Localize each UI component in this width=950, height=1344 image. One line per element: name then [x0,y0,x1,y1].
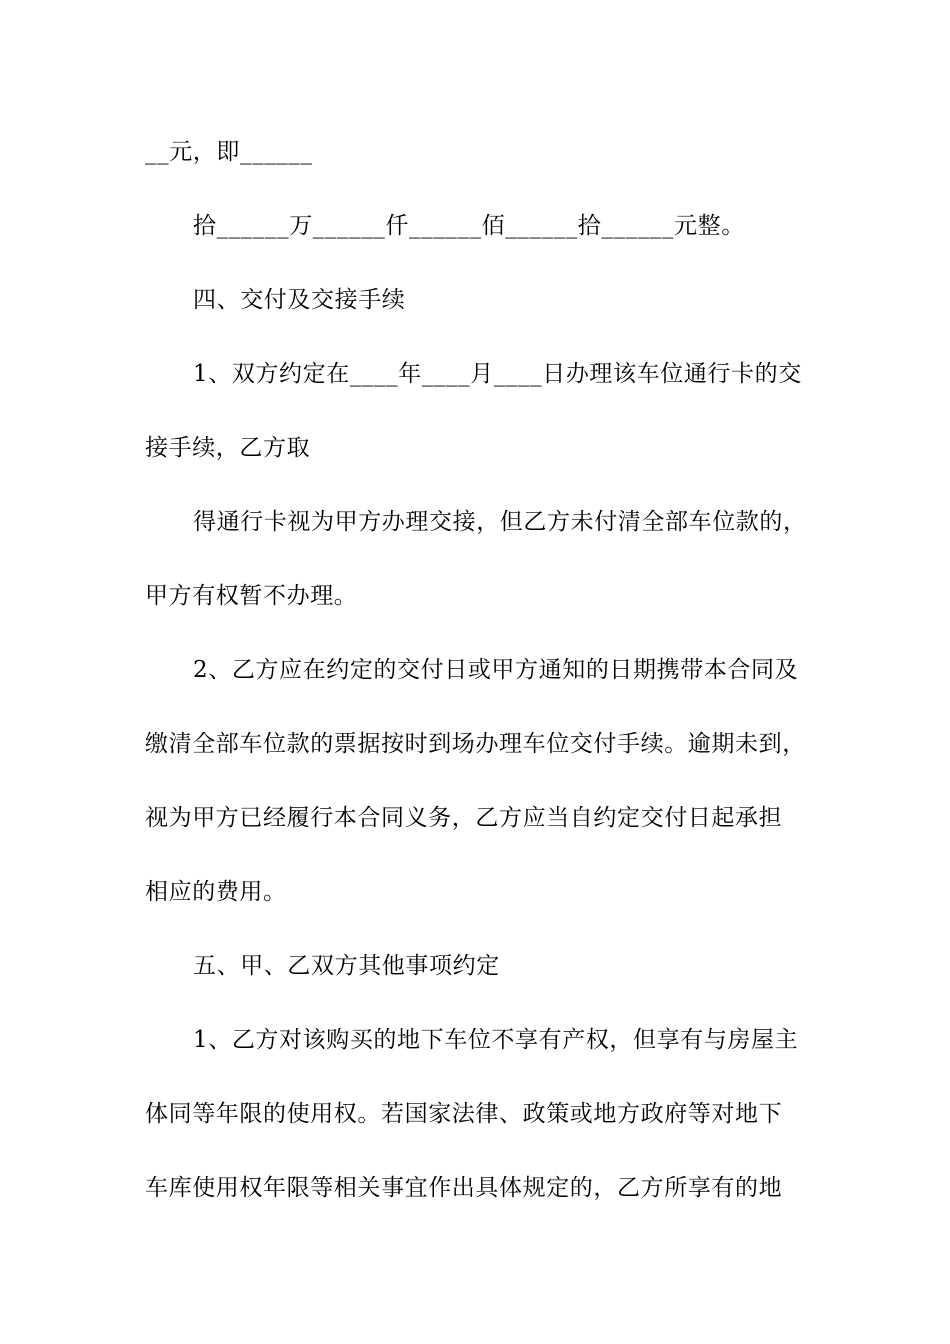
clause-2-line-1: 2、乙方应在约定的交付日或甲方通知的日期携带本合同及 [193,657,799,683]
section-heading-other-terms: 五、甲、乙双方其他事项约定 [193,953,500,979]
clause-2-line-2: 缴清全部车位款的票据按时到场办理车位交付手续。逾期未到， [145,731,806,757]
clause-1-line-4: 甲方有权暂不办理。 [145,583,358,609]
clause-5-1-line-3: 车库使用权年限等相关事宜作出具体规定的，乙方所享有的地 [145,1175,783,1201]
clause-1-line-3: 得通行卡视为甲方办理交接，但乙方未付清全部车位款的， [193,509,807,535]
clause-5-1-line-1: 1、乙方对该购买的地下车位不享有产权，但享有与房屋主 [193,1027,799,1053]
section-heading-delivery: 四、交付及交接手续 [193,287,406,313]
clause-1-line-1: 1、双方约定在____年____月____日办理该车位通行卡的交 [193,361,802,387]
clause-5-1-line-2: 体同等年限的使用权。若国家法律、政策或地方政府等对地下 [145,1101,783,1127]
amount-line: __元，即______ [145,139,313,165]
clause-2-line-4: 相应的费用。 [145,879,287,905]
amount-in-words-line: 拾______万______仟______佰______拾______元整。 [193,213,745,239]
clause-2-line-3: 视为甲方已经履行本合同义务，乙方应当自约定交付日起承担 [145,805,783,831]
clause-1-line-2: 接手续，乙方取 [145,435,311,461]
